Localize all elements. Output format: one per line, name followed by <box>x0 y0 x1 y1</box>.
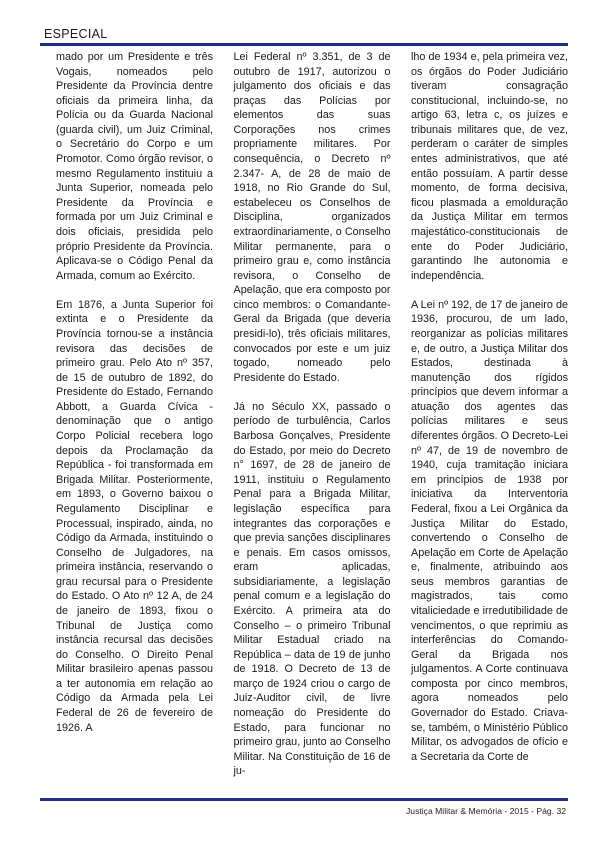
top-divider <box>40 43 568 46</box>
paragraph: Lei Federal nº 3.351, de 3 de outubro de 1917, autorizou o julgamento dos oficiais e das praças das Polícias por elementos das suas Corporações nos crimes propriamente militares. Por consequência, o Decreto nº 2.347- A, de 28 de maio de 1918, no Rio Grande do Sul, estabeleceu os Conselhos de Disciplina, organizados extraordinariamente, o Conselho Militar permanente, para o primeiro grau e, como instância revisora, o Conselho de Apelação, que era composto por cinco membros: o Comandante- Geral da Brigada (que deveria presidi-lo), três oficiais militares, convocados por este e um juiz togado, nomeado pelo Presidente do Estado. <box>233 51 391 384</box>
column-2 <box>234 50 391 790</box>
paragraph: mado por um Presidente e três Vogais, nomeados pelo Presidente da Província dentre oficiais da primeira linha, da Polícia ou da Guarda Nacional (guarda civil), um Juiz Criminal, o Secretário do Corpo e um Promotor. Como órgão revisor, o mesmo Regulamento instituiu a Junta Superior, nomeada pelo Presidente da Província e formada por um Juiz Criminal e dois oficiais, presidida pelo próprio Presidente da Província. Aplicava-se o Código Penal da Armada, comum ao Exército. <box>56 51 213 282</box>
paragraph: Em 1876, a Junta Superior foi extinta e o Presidente da Província tornou-se a instância revisora das decisões de primeiro grau. Pelo Ato nº 357, de 15 de outubro de 1892, do Presidente do Estado, Fernando Abbott, a Guarda Cívica - denominação que o antigo Corpo Policial recebera logo depois da Proclamação da República - foi transformada em Brigada Militar. Posteriormente, em 1893, o Governo baixou o Regulamento Disciplinar e Processual, inspirado, ainda, no Código da Armada, instituindo o Conselho de Julgadores, na primeira instância, reservando o grau recursal para o Presidente do Estado. O Ato nº 12 A, de 24 de janeiro de 1893, fixou o Tribunal de Justiça como instância recursal das decisões do Conselho. O Direito Penal Militar brasileiro apenas passou a ter autonomia em relação ao Código da Armada pela Lei Federal de 26 de fevereiro de 1926. A <box>56 298 213 734</box>
article-body <box>56 50 568 790</box>
page-footer: Justiça Militar & Memória - 2015 - Pág. 32 <box>406 806 566 816</box>
paragraph: A Lei nº 192, de 17 de janeiro de 1936, procurou, de um lado, reorganizar as polícias militares e, de outro, a Justiça Militar dos Estados, destinada à manutenção dos rígidos princípios que devem informar a atuação dos agentes das polícias militares e seus diferentes órgãos. O Decreto-Lei nº 47, de 19 de novembro de 1940, cuja tramitação iniciara em princípios de 1938 por iniciativa da Interventoria Federal, fixou a Lei Orgânica da Justiça Militar do Estado, convertendo o Conselho de Apelação em Corte de Apelação e, finalmente, atribuindo aos seus membros garantias de magistrados, tais como vitaliciedade e irredutibilidade de vencimentos, o que reprimiu as interferências do Comando-Geral da Brigada nos julgamentos. A Corte continuava composta por cinco membros, agora nomeados pelo Governador do Estado. Criava-se, também, o Ministério Público Militar, os advogados de ofício e a Secretaria da Corte de <box>411 298 568 763</box>
bottom-divider <box>40 798 568 801</box>
paragraph: lho de 1934 e, pela primeira vez, os órgãos do Poder Judiciário tiveram consagração constitucional, incluindo-se, no artigo 63, letra c, os juízes e tribunais militares que, de vez, perderam o caráter de simples entes administrativos, que até então possuíam. A partir desse momento, de forma decisiva, ficou plasmada a emolduração da Justiça Militar em termos majestático-constitucionais de ente do Poder Judiciário, garantindo lhe autonomia e independência. <box>411 51 568 282</box>
section-header: ESPECIAL <box>44 27 108 41</box>
column-1 <box>56 50 213 790</box>
paragraph: Já no Século XX, passado o período de turbulência, Carlos Barbosa Gonçalves, Presidente do Estado, por meio do Decreto n° 1697, de 28 de janeiro de 1911, instituiu o Regulamento Penal para a Brigada Militar, legislação específica para integrantes das corporações e que previa sanções disciplinares e penais. Em casos omissos, eram aplicadas, subsidiariamente, a legislação penal comum e a legislação do Exército. A primeira ata do Conselho – o primeiro Tribunal Militar Estadual criado na República – data de 19 de junho de 1918. O Decreto de 13 de março de 1924 criou o cargo de Juiz-Auditor civil, de livre nomeação do Presidente do Estado, para funcionar no primeiro grau, junto ao Conselho Militar. Na Constituição de 16 de ju- <box>233 400 391 778</box>
column-3 <box>411 50 568 790</box>
